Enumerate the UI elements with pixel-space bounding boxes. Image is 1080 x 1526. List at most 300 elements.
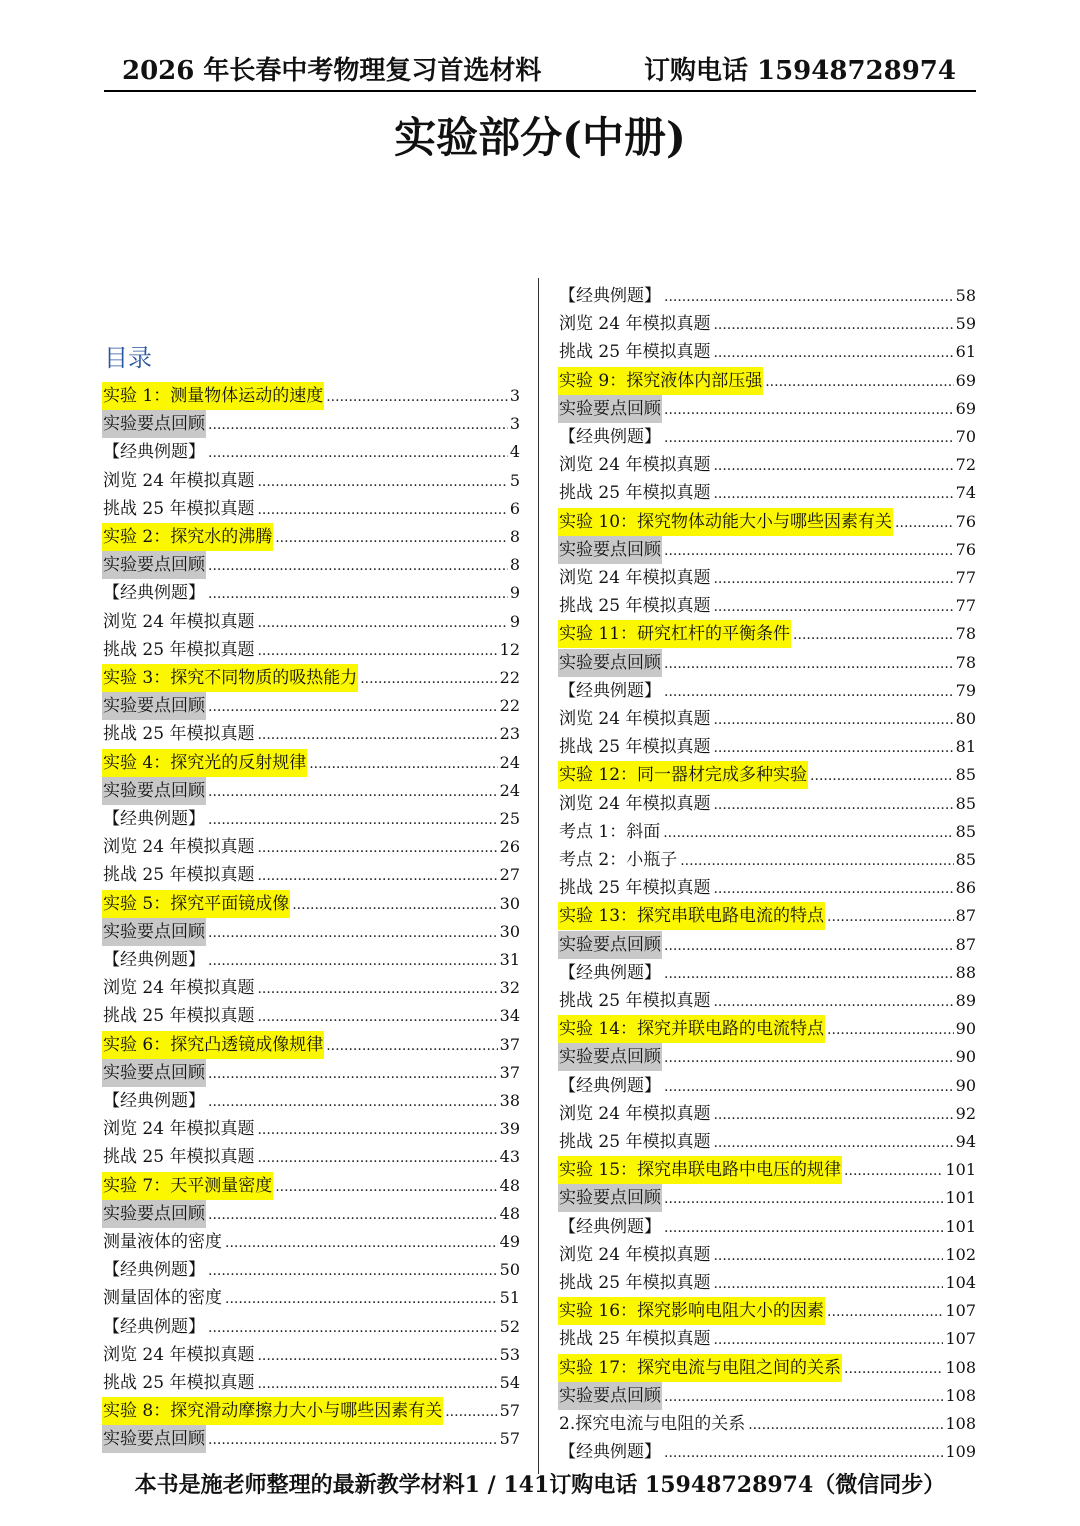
- toc-leader-dots: [208, 1088, 498, 1116]
- toc-entry-label: 挑战 25 年模拟真题: [559, 483, 711, 504]
- toc-entry[interactable]: [102, 1341, 520, 1369]
- toc-entry-page: 52: [499, 1316, 520, 1336]
- toc-entry[interactable]: [558, 1128, 976, 1156]
- toc-leader-dots: [208, 1426, 498, 1454]
- toc-entry[interactable]: [102, 918, 520, 946]
- toc-entry-label: 挑战 25 年模拟真题: [103, 1373, 255, 1393]
- toc-entry-page: 101: [945, 1216, 976, 1236]
- toc-entry-page: 76: [955, 511, 976, 531]
- page-header: [104, 54, 976, 92]
- toc-entry-label: 实验 8：探究滑动摩擦力大小与哪些因素有关: [102, 1397, 443, 1425]
- toc-entry[interactable]: [102, 410, 520, 438]
- toc-entry-page: 88: [955, 962, 976, 982]
- toc-entry-label: 实验 9：探究液体内部压强: [558, 367, 763, 395]
- toc-entry-label: 浏览 24 年模拟真题: [103, 470, 255, 491]
- toc-entry-label: 挑战 25 年模拟真题: [103, 865, 255, 886]
- toc-leader-dots: [208, 1257, 498, 1285]
- toc-leader-dots: [208, 806, 498, 834]
- toc-leader-dots: [810, 762, 954, 790]
- toc-entry-page: 32: [499, 978, 520, 998]
- toc-entry-page: 108: [945, 1385, 976, 1405]
- toc-leader-dots: [664, 650, 954, 678]
- toc-entry[interactable]: [102, 777, 520, 805]
- toc-entry[interactable]: [102, 495, 520, 523]
- toc-entry-page: 92: [955, 1103, 976, 1123]
- toc-leader-dots: [664, 283, 954, 311]
- toc-leader-dots: [445, 1398, 497, 1426]
- toc-entry[interactable]: [558, 1241, 976, 1269]
- toc-entry[interactable]: [558, 1100, 976, 1128]
- toc-entry-page: 48: [499, 1175, 520, 1195]
- toc-entry-page: 79: [955, 680, 976, 700]
- toc-entry-label: 实验 3：探究不同物质的吸热能力: [102, 664, 358, 692]
- toc-entry-page: 85: [955, 821, 976, 841]
- toc-entry-label: 【经典例题】: [559, 1442, 661, 1463]
- toc-entry-label: 实验要点回顾: [102, 777, 206, 805]
- toc-entry-page: 80: [955, 709, 976, 728]
- toc-entry-label: 【经典例题】: [103, 583, 205, 604]
- toc-entry[interactable]: [558, 1325, 976, 1353]
- toc-leader-dots: [713, 1101, 953, 1129]
- toc-entry[interactable]: [102, 1284, 520, 1312]
- toc-entry[interactable]: [102, 579, 520, 607]
- toc-leader-dots: [225, 1229, 498, 1257]
- toc-entry-page: 107: [945, 1329, 976, 1349]
- toc-entry[interactable]: [558, 790, 976, 818]
- toc-leader-dots: [748, 1411, 943, 1439]
- toc-entry[interactable]: [102, 1059, 520, 1087]
- toc-entry[interactable]: [558, 761, 976, 789]
- toc-leader-dots: [257, 975, 497, 1003]
- toc-leader-dots: [208, 580, 508, 608]
- toc-entry-label: 实验要点回顾: [558, 536, 662, 564]
- toc-entry-page: 54: [499, 1373, 520, 1392]
- toc-leader-dots: [257, 862, 497, 890]
- toc-leader-dots: [844, 1157, 943, 1185]
- toc-entry[interactable]: [558, 592, 976, 620]
- toc-entry[interactable]: [558, 846, 976, 874]
- toc-entry-label: 【经典例题】: [103, 442, 205, 463]
- toc-entry-page: 23: [499, 724, 520, 744]
- toc-entry-label: 实验要点回顾: [558, 1382, 662, 1410]
- toc-entry-page: 77: [955, 596, 976, 616]
- toc-entry[interactable]: [558, 987, 976, 1015]
- toc-entry-page: 78: [955, 624, 976, 644]
- toc-entry-label: 【经典例题】: [103, 809, 205, 829]
- toc-entry-page: 53: [499, 1344, 520, 1364]
- toc-leader-dots: [664, 678, 954, 706]
- toc-leader-dots: [208, 552, 508, 580]
- toc-entry-page: 77: [955, 568, 976, 587]
- toc-leader-dots: [257, 637, 497, 665]
- toc-entry[interactable]: [558, 508, 976, 536]
- toc-leader-dots: [713, 1242, 943, 1270]
- toc-entry-label: 实验 7：天平测量密度: [102, 1172, 273, 1200]
- toc-entry[interactable]: [558, 677, 976, 705]
- toc-entry[interactable]: [102, 1200, 520, 1228]
- header-title: 2026 年长春中考物理复习首选材料: [122, 56, 542, 86]
- toc-leader-dots: [713, 311, 953, 339]
- toc-entry-label: 【经典例题】: [559, 1216, 661, 1237]
- toc-entry-page: 24: [499, 780, 520, 800]
- toc-entry-label: 挑战 25 年模拟真题: [103, 1147, 255, 1168]
- toc-leader-dots: [664, 960, 954, 988]
- toc-entry-page: 31: [499, 950, 520, 969]
- toc-entry[interactable]: [102, 1397, 520, 1425]
- toc-entry-page: 3: [509, 386, 520, 405]
- toc-entry-page: 90: [955, 1019, 976, 1039]
- toc-entry[interactable]: [102, 523, 520, 551]
- toc-entry-label: 实验 5：探究平面镜成像: [102, 890, 290, 918]
- toc-entry-page: 101: [945, 1160, 976, 1180]
- toc-entry-label: 浏览 24 年模拟真题: [103, 978, 255, 999]
- toc-entry-page: 38: [499, 1091, 520, 1110]
- toc-entry[interactable]: [102, 1002, 520, 1030]
- toc-entry-page: 50: [499, 1260, 520, 1280]
- toc-entry[interactable]: [102, 1256, 520, 1284]
- toc-entry-label: 【经典例题】: [103, 950, 205, 970]
- toc-entry-page: 12: [499, 639, 520, 659]
- toc-entry-label: 2.探究电流与电阻的关系: [559, 1414, 746, 1434]
- toc-entry[interactable]: [558, 902, 976, 930]
- toc-entry[interactable]: [558, 367, 976, 395]
- toc-entry[interactable]: [558, 1438, 976, 1466]
- toc-entry-page: 90: [955, 1075, 976, 1095]
- toc-entry-label: 考点 1：斜面: [559, 821, 661, 842]
- toc-entry-label: 浏览 24 年模拟真题: [559, 793, 711, 814]
- toc-entry[interactable]: [102, 608, 520, 636]
- toc-entry-label: 浏览 24 年模拟真题: [103, 1119, 255, 1140]
- toc-entry[interactable]: [102, 1313, 520, 1341]
- toc-leader-dots: [257, 721, 497, 749]
- page-footer: 本书是施老师整理的最新教学材料1 / 141订购电话 15948728974（微信同步）: [134, 1472, 946, 1498]
- toc-leader-dots: [257, 468, 507, 496]
- toc-entry[interactable]: [102, 664, 520, 692]
- toc-entry-label: 浏览 24 年模拟真题: [103, 1344, 255, 1365]
- toc-leader-dots: [208, 439, 508, 467]
- toc-entry-label: 测量液体的密度: [103, 1232, 222, 1252]
- toc-leader-dots: [664, 932, 954, 960]
- toc-leader-dots: [713, 988, 953, 1016]
- toc-leader-dots: [793, 621, 954, 649]
- toc-entry-label: 实验要点回顾: [558, 1043, 662, 1071]
- toc-leader-dots: [208, 411, 508, 439]
- toc-entry-label: 挑战 25 年模拟真题: [559, 1273, 711, 1293]
- toc-entry[interactable]: [102, 438, 520, 466]
- toc-entry-label: 浏览 24 年模拟真题: [559, 568, 711, 588]
- toc-entry-label: 【经典例题】: [559, 680, 661, 701]
- toc-entry-page: 78: [955, 652, 976, 672]
- toc-entry-label: 实验要点回顾: [102, 692, 206, 720]
- toc-entry[interactable]: [558, 338, 976, 366]
- toc-leader-dots: [844, 1355, 943, 1383]
- toc-entry-label: 挑战 25 年模拟真题: [103, 639, 255, 660]
- toc-leader-dots: [713, 1270, 943, 1298]
- toc-leader-dots: [713, 480, 953, 508]
- toc-entry-page: 3: [509, 414, 520, 434]
- toc-entry[interactable]: [102, 1031, 520, 1059]
- toc-leader-dots: [713, 1326, 943, 1354]
- toc-leader-dots: [208, 778, 498, 806]
- toc-entry[interactable]: [102, 720, 520, 748]
- toc-entry-page: 94: [955, 1132, 976, 1151]
- toc-entry[interactable]: [558, 536, 976, 564]
- toc-entry[interactable]: [558, 1213, 976, 1241]
- toc-entry-page: 85: [955, 765, 976, 785]
- toc-entry[interactable]: [558, 705, 976, 733]
- page-title: 实验部分(中册): [394, 113, 686, 162]
- toc-entry-label: 实验要点回顾: [102, 1059, 206, 1087]
- toc-entry[interactable]: [102, 946, 520, 974]
- toc-entry[interactable]: [102, 382, 520, 410]
- toc-leader-dots: [257, 1370, 497, 1398]
- toc-entry[interactable]: [102, 749, 520, 777]
- toc-leader-dots: [664, 424, 954, 452]
- toc-leader-dots: [208, 1060, 498, 1088]
- toc-entry-label: 实验 13：探究串联电路电流的特点: [558, 902, 825, 930]
- toc-leader-dots: [713, 1129, 953, 1157]
- toc-leader-dots: [208, 947, 498, 975]
- toc-leader-dots: [275, 524, 508, 552]
- toc-entry-page: 104: [945, 1273, 976, 1292]
- toc-entry-label: 【经典例题】: [103, 1091, 205, 1111]
- toc-leader-dots: [257, 834, 497, 862]
- toc-entry[interactable]: [102, 1172, 520, 1200]
- toc-entry-page: 9: [509, 583, 520, 603]
- toc-entry-label: 实验 2：探究水的沸腾: [102, 523, 273, 551]
- toc-entry-page: 24: [499, 752, 520, 772]
- toc-entry-page: 58: [955, 286, 976, 305]
- toc-entry[interactable]: [558, 451, 976, 479]
- toc-entry[interactable]: [102, 833, 520, 861]
- toc-entry[interactable]: [102, 636, 520, 664]
- toc-entry[interactable]: [102, 1143, 520, 1171]
- toc-entry-label: 浏览 24 年模拟真题: [559, 455, 711, 476]
- toc-entry-page: 74: [955, 483, 976, 503]
- toc-entry-page: 9: [509, 611, 520, 631]
- toc-entry-page: 8: [509, 527, 520, 546]
- toc-entry[interactable]: [102, 692, 520, 720]
- toc-entry-page: 49: [499, 1232, 520, 1251]
- toc-leader-dots: [713, 593, 953, 621]
- toc-leader-dots: [309, 750, 497, 778]
- toc-leader-dots: [275, 1173, 497, 1201]
- toc-entry-page: 22: [499, 668, 520, 687]
- toc-entry-page: 5: [509, 470, 520, 490]
- toc-entry-page: 34: [499, 1006, 520, 1026]
- toc-entry-label: 实验要点回顾: [558, 395, 662, 423]
- toc-leader-dots: [208, 1314, 498, 1342]
- toc-entry-page: 57: [499, 1429, 520, 1449]
- toc-entry-page: 69: [955, 398, 976, 418]
- toc-entry-page: 76: [955, 539, 976, 559]
- toc-entry[interactable]: [102, 974, 520, 1002]
- toc-leader-dots: [257, 1144, 497, 1172]
- toc-entry-page: 6: [509, 498, 520, 518]
- toc-entry[interactable]: [102, 890, 520, 918]
- toc-leader-dots: [680, 847, 953, 875]
- toc-leader-dots: [663, 819, 953, 847]
- toc-entry-label: 实验要点回顾: [102, 1200, 206, 1228]
- toc-leader-dots: [257, 609, 507, 637]
- toc-entry[interactable]: [102, 551, 520, 579]
- toc-entry-page: 101: [945, 1188, 976, 1208]
- toc-entry-label: 挑战 25 年模拟真题: [559, 1329, 711, 1350]
- toc-entry-label: 挑战 25 年模拟真题: [103, 1006, 255, 1027]
- toc-entry[interactable]: [558, 818, 976, 846]
- toc-heading: 目录: [104, 344, 152, 372]
- toc-entry-page: 87: [955, 934, 976, 954]
- toc-entry[interactable]: [102, 861, 520, 889]
- toc-leader-dots: [765, 368, 953, 396]
- toc-entry-label: 挑战 25 年模拟真题: [559, 1132, 711, 1152]
- toc-entry-label: 实验要点回顾: [558, 649, 662, 677]
- toc-entry-label: 实验 16：探究影响电阻大小的因素: [558, 1297, 825, 1325]
- toc-leader-dots: [257, 1003, 497, 1031]
- toc-entry-page: 37: [499, 1034, 520, 1054]
- toc-entry-page: 57: [499, 1401, 520, 1421]
- toc-entry-label: 浏览 24 年模拟真题: [103, 611, 255, 632]
- toc-entry[interactable]: [558, 649, 976, 677]
- toc-entry-label: 挑战 25 年模拟真题: [559, 342, 711, 363]
- toc-entry-page: 39: [499, 1119, 520, 1139]
- toc-entry-label: 浏览 24 年模拟真题: [559, 1244, 711, 1265]
- toc-entry-page: 30: [499, 893, 520, 913]
- toc-entry-label: 【经典例题】: [103, 1260, 205, 1281]
- toc-entry[interactable]: [102, 1115, 520, 1143]
- toc-leader-dots: [827, 1298, 943, 1326]
- toc-entry-page: 85: [955, 793, 976, 813]
- toc-entry[interactable]: [558, 310, 976, 338]
- toc-entry-page: 72: [955, 455, 976, 475]
- toc-entry-page: 102: [945, 1244, 976, 1264]
- toc-entry-label: 实验要点回顾: [558, 931, 662, 959]
- toc-entry[interactable]: [558, 282, 976, 310]
- toc-entry[interactable]: [558, 395, 976, 423]
- toc-entry-label: 挑战 25 年模拟真题: [559, 991, 711, 1011]
- toc-entry-label: 实验要点回顾: [102, 918, 206, 946]
- toc-leader-dots: [326, 1032, 497, 1060]
- toc-entry-page: 51: [499, 1288, 520, 1308]
- toc-entry[interactable]: [102, 1087, 520, 1115]
- toc-entry-label: 【经典例题】: [559, 286, 661, 306]
- toc-leader-dots: [895, 509, 954, 537]
- toc-entry[interactable]: [102, 1369, 520, 1397]
- toc-entry-label: 实验 17：探究电流与电阻之间的关系: [558, 1354, 842, 1382]
- toc-entry-page: 61: [955, 342, 976, 362]
- toc-leader-dots: [664, 1185, 943, 1213]
- toc-entry-label: 实验 15：探究串联电路中电压的规律: [558, 1156, 842, 1184]
- toc-entry-page: 48: [499, 1203, 520, 1223]
- toc-entry[interactable]: [558, 1382, 976, 1410]
- toc-entry-page: 90: [955, 1047, 976, 1067]
- toc-entry[interactable]: [558, 423, 976, 451]
- toc-entry-label: 挑战 25 年模拟真题: [103, 724, 255, 745]
- toc-leader-dots: [664, 1044, 954, 1072]
- toc-entry[interactable]: [558, 1043, 976, 1071]
- toc-entry-page: 85: [955, 850, 976, 869]
- header-phone: 订购电话 15948728974: [643, 56, 956, 86]
- toc-leader-dots: [827, 1016, 954, 1044]
- toc-entry-label: 【经典例题】: [559, 962, 661, 983]
- toc-entry-page: 87: [955, 906, 976, 926]
- toc-entry[interactable]: [102, 467, 520, 495]
- toc-entry[interactable]: [558, 1184, 976, 1212]
- toc-entry[interactable]: [558, 1015, 976, 1043]
- toc-entry-page: 81: [955, 737, 976, 757]
- toc-entry-label: 实验 10：探究物体动能大小与哪些因素有关: [558, 508, 893, 536]
- toc-entry-label: 实验要点回顾: [102, 551, 206, 579]
- toc-entry-page: 70: [955, 427, 976, 446]
- toc-entry[interactable]: [558, 1410, 976, 1438]
- toc-leader-dots: [713, 452, 953, 480]
- toc-entry-label: 【经典例题】: [103, 1316, 205, 1337]
- toc-leader-dots: [208, 919, 498, 947]
- toc-entry-page: 30: [499, 921, 520, 941]
- toc-entry[interactable]: [558, 1354, 976, 1382]
- toc-entry[interactable]: [102, 1425, 520, 1453]
- toc-entry[interactable]: [558, 1156, 976, 1184]
- toc-leader-dots: [664, 1439, 943, 1467]
- toc-entry-label: 实验 11：研究杠杆的平衡条件: [558, 620, 791, 648]
- toc-entry[interactable]: [558, 1269, 976, 1297]
- toc-entry-page: 86: [955, 878, 976, 898]
- toc-entry[interactable]: [558, 733, 976, 761]
- toc-entry-page: 25: [499, 809, 520, 828]
- toc-entry-label: 浏览 24 年模拟真题: [559, 314, 711, 335]
- toc-entry-label: 浏览 24 年模拟真题: [559, 709, 711, 729]
- toc-entry[interactable]: [102, 1228, 520, 1256]
- toc-entry[interactable]: [558, 1072, 976, 1100]
- toc-entry[interactable]: [558, 931, 976, 959]
- toc-leader-dots: [326, 383, 508, 411]
- toc-entry-page: 43: [499, 1147, 520, 1167]
- toc-entry[interactable]: [558, 959, 976, 987]
- toc-entry[interactable]: [558, 874, 976, 902]
- toc-leader-dots: [713, 734, 953, 762]
- toc-entry-page: 4: [509, 442, 520, 462]
- toc-entry-label: 挑战 25 年模拟真题: [559, 596, 711, 617]
- toc-leader-dots: [827, 903, 954, 931]
- toc-entry[interactable]: [558, 620, 976, 648]
- toc-entry[interactable]: [558, 479, 976, 507]
- toc-leader-dots: [208, 1201, 498, 1229]
- toc-entry-label: 浏览 24 年模拟真题: [559, 1103, 711, 1124]
- toc-leader-dots: [713, 339, 953, 367]
- toc-entry-label: 测量固体的密度: [103, 1288, 222, 1309]
- toc-entry-page: 108: [945, 1414, 976, 1433]
- column-divider: [538, 278, 539, 1474]
- toc-entry-label: 挑战 25 年模拟真题: [103, 498, 255, 519]
- toc-entry-label: 考点 2：小瓶子: [559, 850, 678, 870]
- toc-entry[interactable]: [558, 1297, 976, 1325]
- toc-leader-dots: [257, 1116, 497, 1144]
- toc-leader-dots: [713, 706, 953, 734]
- toc-leader-dots: [292, 891, 497, 919]
- toc-leader-dots: [208, 693, 498, 721]
- toc-entry-page: 8: [509, 555, 520, 575]
- toc-leader-dots: [713, 791, 953, 819]
- toc-leader-dots: [257, 496, 507, 524]
- toc-entry[interactable]: [558, 564, 976, 592]
- toc-leader-dots: [225, 1285, 498, 1313]
- toc-leader-dots: [713, 875, 953, 903]
- toc-leader-dots: [360, 665, 497, 693]
- toc-entry-label: 实验 6：探究凸透镜成像规律: [102, 1031, 324, 1059]
- toc-entry-label: 浏览 24 年模拟真题: [103, 837, 255, 858]
- toc-leader-dots: [664, 1073, 954, 1101]
- toc-entry[interactable]: [102, 805, 520, 833]
